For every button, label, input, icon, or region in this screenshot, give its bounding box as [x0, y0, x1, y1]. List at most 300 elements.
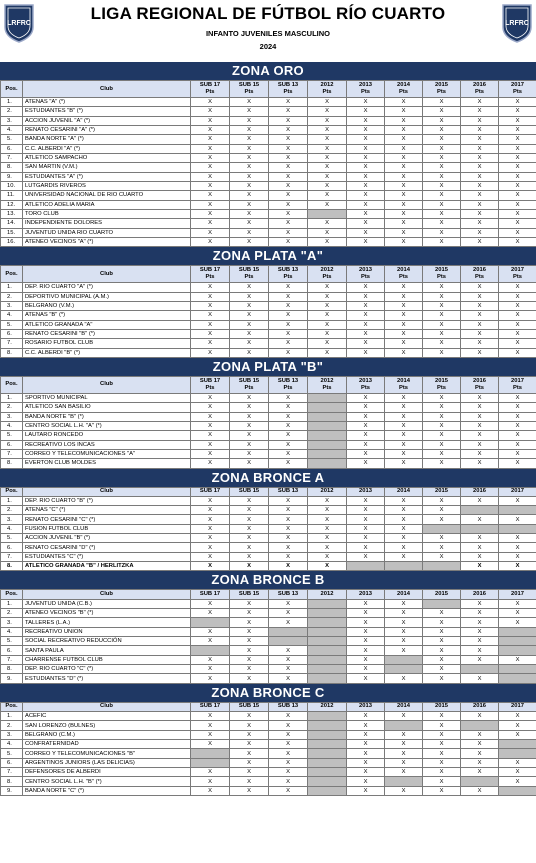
- position-cell: 4.: [1, 740, 23, 749]
- column-header-unit: Pts: [322, 274, 332, 281]
- column-header-unit: Pts: [398, 384, 409, 391]
- category-participation-cell: X: [230, 730, 269, 739]
- position-cell: 5.: [1, 135, 23, 144]
- category-participation-cell: X: [347, 329, 385, 338]
- category-participation-cell: X: [385, 506, 423, 515]
- category-participation-cell: X: [347, 135, 385, 144]
- category-participation-cell: X: [461, 786, 499, 795]
- category-participation-cell: X: [230, 329, 269, 338]
- unavailable-category-cell: [269, 637, 308, 646]
- category-participation-cell: X: [347, 740, 385, 749]
- category-participation-cell: X: [461, 348, 499, 357]
- column-header: [385, 81, 423, 98]
- club-name-cell: RENATO CESARINI "A" (*): [23, 125, 191, 134]
- category-participation-cell: X: [499, 163, 536, 172]
- category-participation-cell: X: [385, 730, 423, 739]
- column-header-label: 2013: [359, 377, 372, 384]
- table-row: [1, 637, 536, 646]
- table-row: [1, 506, 536, 515]
- table-row: [1, 219, 536, 228]
- position-cell: 5.: [1, 431, 23, 440]
- category-participation-cell: X: [191, 393, 230, 402]
- category-participation-cell: X: [191, 665, 230, 674]
- table-row: [1, 730, 536, 739]
- category-participation-cell: X: [499, 562, 536, 571]
- category-participation-cell: X: [385, 107, 423, 116]
- category-participation-cell: X: [461, 209, 499, 218]
- category-participation-cell: X: [269, 758, 308, 767]
- column-header: [269, 266, 308, 283]
- category-participation-cell: X: [347, 618, 385, 627]
- unavailable-category-cell: [191, 646, 230, 655]
- unavailable-category-cell: [308, 674, 347, 683]
- category-participation-cell: X: [347, 646, 385, 655]
- unavailable-category-cell: [308, 449, 347, 458]
- zones-container: [0, 62, 536, 796]
- category-participation-cell: X: [423, 431, 461, 440]
- category-participation-cell: X: [347, 116, 385, 125]
- column-header-label: Club: [100, 85, 113, 92]
- category-participation-cell: X: [423, 758, 461, 767]
- club-name-cell: BANDA NORTE "A" (*): [23, 135, 191, 144]
- table-row: [1, 348, 536, 357]
- category-participation-cell: X: [191, 786, 230, 795]
- category-participation-cell: X: [269, 609, 308, 618]
- category-participation-cell: X: [230, 777, 269, 786]
- category-participation-cell: X: [499, 496, 536, 505]
- category-participation-cell: X: [385, 421, 423, 430]
- category-participation-cell: X: [308, 144, 347, 153]
- category-participation-cell: X: [347, 421, 385, 430]
- position-cell: 3.: [1, 412, 23, 421]
- category-participation-cell: X: [230, 320, 269, 329]
- category-participation-cell: X: [191, 421, 230, 430]
- column-header-label: 2015: [435, 82, 448, 88]
- position-cell: 2.: [1, 107, 23, 116]
- position-cell: 12.: [1, 200, 23, 209]
- club-name-cell: RENATO CESARINI "B" (*): [23, 329, 191, 338]
- category-participation-cell: X: [385, 348, 423, 357]
- category-participation-cell: X: [499, 209, 536, 218]
- category-participation-cell: X: [191, 534, 230, 543]
- column-header-unit: Pts: [205, 274, 215, 281]
- column-header: [385, 376, 423, 393]
- category-participation-cell: X: [230, 209, 269, 218]
- category-participation-cell: X: [308, 153, 347, 162]
- unavailable-category-cell: [308, 740, 347, 749]
- table-row: [1, 292, 536, 301]
- category-participation-cell: X: [499, 534, 536, 543]
- category-participation-cell: X: [308, 219, 347, 228]
- table-row: [1, 524, 536, 533]
- category-participation-cell: X: [499, 107, 536, 116]
- category-participation-cell: X: [230, 292, 269, 301]
- club-name-cell: ATLETICO GRANADA "A": [23, 320, 191, 329]
- column-header-unit: Pts: [474, 274, 485, 281]
- category-participation-cell: X: [269, 740, 308, 749]
- category-participation-cell: X: [347, 768, 385, 777]
- category-participation-cell: X: [230, 515, 269, 524]
- category-participation-cell: X: [385, 459, 423, 468]
- category-participation-cell: X: [191, 301, 230, 310]
- column-header: 2013: [347, 487, 385, 496]
- table-row: [1, 209, 536, 218]
- category-participation-cell: X: [461, 543, 499, 552]
- category-participation-cell: X: [461, 515, 499, 524]
- category-participation-cell: X: [461, 609, 499, 618]
- category-participation-cell: X: [499, 440, 536, 449]
- category-participation-cell: X: [347, 627, 385, 636]
- club-name-cell: SAN MARTIN (V.M.): [23, 163, 191, 172]
- position-cell: 3.: [1, 730, 23, 739]
- column-header: 2015: [423, 702, 461, 711]
- column-header: 2012: [308, 702, 347, 711]
- club-name-cell: ATLETICO SAMPACHO: [23, 153, 191, 162]
- category-participation-cell: X: [191, 228, 230, 237]
- unavailable-category-cell: [308, 655, 347, 664]
- category-participation-cell: X: [347, 777, 385, 786]
- category-participation-cell: X: [423, 153, 461, 162]
- table-row: [1, 665, 536, 674]
- table-row: [1, 181, 536, 190]
- column-header-label: 2015: [435, 377, 448, 384]
- zone-title: ZONA ORO: [0, 62, 536, 80]
- column-header: [191, 376, 230, 393]
- category-participation-cell: X: [499, 191, 536, 200]
- category-participation-cell: X: [191, 609, 230, 618]
- column-header-unit: Pts: [474, 89, 485, 95]
- table-row: [1, 496, 536, 505]
- category-participation-cell: X: [230, 163, 269, 172]
- column-header-unit: Pts: [398, 274, 409, 281]
- table-row: [1, 153, 536, 162]
- category-participation-cell: X: [191, 496, 230, 505]
- unavailable-category-cell: [308, 459, 347, 468]
- category-participation-cell: X: [269, 496, 308, 505]
- category-participation-cell: X: [347, 431, 385, 440]
- category-participation-cell: X: [423, 496, 461, 505]
- category-participation-cell: X: [191, 627, 230, 636]
- unavailable-category-cell: [308, 786, 347, 795]
- category-participation-cell: X: [269, 393, 308, 402]
- column-header: 2012: [308, 487, 347, 496]
- position-cell: 9.: [1, 674, 23, 683]
- category-participation-cell: X: [385, 283, 423, 292]
- unavailable-category-cell: [308, 730, 347, 739]
- category-participation-cell: X: [385, 543, 423, 552]
- category-participation-cell: X: [269, 329, 308, 338]
- column-header: Pos.: [1, 702, 23, 711]
- column-header-unit: Pts: [244, 274, 254, 281]
- club-name-cell: DEFENSORES DE ALBERDI: [23, 768, 191, 777]
- category-participation-cell: X: [230, 348, 269, 357]
- category-participation-cell: X: [230, 301, 269, 310]
- unavailable-category-cell: [423, 599, 461, 608]
- column-header: [230, 81, 269, 98]
- column-header-label: SUB 13: [277, 82, 299, 88]
- club-name-cell: SAN LORENZO (BULNES): [23, 721, 191, 730]
- category-participation-cell: X: [230, 98, 269, 107]
- category-participation-cell: X: [423, 116, 461, 125]
- category-participation-cell: X: [308, 163, 347, 172]
- position-cell: 13.: [1, 209, 23, 218]
- column-header: [499, 266, 536, 283]
- category-participation-cell: X: [347, 172, 385, 181]
- standings-table: [0, 265, 536, 358]
- table-row: [1, 339, 536, 348]
- category-participation-cell: X: [269, 153, 308, 162]
- club-name-cell: ATLETICO GRANADA "B" / HERLITZKA: [23, 562, 191, 571]
- category-participation-cell: X: [423, 534, 461, 543]
- club-name-cell: DEP. RIO CUARTO "B" (*): [23, 496, 191, 505]
- unavailable-category-cell: [308, 440, 347, 449]
- category-participation-cell: X: [461, 440, 499, 449]
- category-participation-cell: X: [385, 153, 423, 162]
- table-row: [1, 618, 536, 627]
- category-participation-cell: X: [230, 534, 269, 543]
- category-participation-cell: X: [499, 228, 536, 237]
- category-participation-cell: X: [385, 301, 423, 310]
- position-cell: 6.: [1, 440, 23, 449]
- category-participation-cell: X: [191, 329, 230, 338]
- unavailable-category-cell: [499, 665, 536, 674]
- category-participation-cell: X: [347, 552, 385, 561]
- category-participation-cell: X: [347, 712, 385, 721]
- category-participation-cell: X: [308, 125, 347, 134]
- category-participation-cell: X: [461, 534, 499, 543]
- column-header-unit: Pts: [512, 384, 523, 391]
- column-header: [308, 376, 347, 393]
- column-header: [347, 376, 385, 393]
- position-cell: 7.: [1, 449, 23, 458]
- category-participation-cell: X: [461, 107, 499, 116]
- column-header: [347, 81, 385, 98]
- column-header-label: 2017: [511, 377, 524, 384]
- category-participation-cell: X: [461, 449, 499, 458]
- club-name-cell: SANTA PAULA: [23, 646, 191, 655]
- club-name-cell: DEP. RIO CUARTO "A" (*): [23, 283, 191, 292]
- category-participation-cell: X: [191, 403, 230, 412]
- category-participation-cell: X: [269, 786, 308, 795]
- category-participation-cell: X: [230, 674, 269, 683]
- table-header-row: [1, 590, 536, 599]
- club-name-cell: ATLETICO SAN BASILIO: [23, 403, 191, 412]
- category-participation-cell: X: [423, 283, 461, 292]
- position-cell: 1.: [1, 599, 23, 608]
- category-participation-cell: X: [269, 712, 308, 721]
- category-participation-cell: X: [191, 181, 230, 190]
- category-participation-cell: X: [269, 524, 308, 533]
- category-participation-cell: X: [423, 329, 461, 338]
- category-participation-cell: X: [423, 200, 461, 209]
- category-participation-cell: X: [269, 200, 308, 209]
- category-participation-cell: X: [308, 562, 347, 571]
- category-participation-cell: X: [269, 655, 308, 664]
- column-header-unit: Pts: [436, 89, 447, 95]
- column-header-unit: Pts: [205, 89, 215, 95]
- category-participation-cell: X: [230, 543, 269, 552]
- category-participation-cell: X: [499, 348, 536, 357]
- category-participation-cell: X: [423, 144, 461, 153]
- category-participation-cell: X: [269, 144, 308, 153]
- category-participation-cell: X: [423, 637, 461, 646]
- table-row: [1, 403, 536, 412]
- category-participation-cell: X: [269, 403, 308, 412]
- unavailable-category-cell: [308, 209, 347, 218]
- column-header: SUB 15: [230, 590, 269, 599]
- category-participation-cell: X: [461, 749, 499, 758]
- category-participation-cell: X: [191, 431, 230, 440]
- position-cell: 6.: [1, 329, 23, 338]
- column-header-unit: Pts: [398, 89, 409, 95]
- zone-title: ZONA BRONCE A: [0, 469, 536, 487]
- position-cell: 3.: [1, 618, 23, 627]
- category-participation-cell: X: [347, 292, 385, 301]
- column-header: [1, 266, 23, 283]
- club-name-cell: CENTRO SOCIAL L.H. "B" (*): [23, 777, 191, 786]
- category-participation-cell: X: [461, 125, 499, 134]
- category-participation-cell: X: [423, 237, 461, 246]
- category-participation-cell: X: [461, 431, 499, 440]
- category-participation-cell: X: [191, 200, 230, 209]
- category-participation-cell: X: [499, 237, 536, 246]
- category-participation-cell: X: [499, 618, 536, 627]
- category-participation-cell: X: [385, 403, 423, 412]
- table-row: [1, 449, 536, 458]
- category-participation-cell: X: [423, 292, 461, 301]
- table-row: [1, 107, 536, 116]
- category-participation-cell: X: [423, 655, 461, 664]
- position-cell: 2.: [1, 292, 23, 301]
- position-cell: 4.: [1, 311, 23, 320]
- position-cell: 11.: [1, 191, 23, 200]
- category-participation-cell: X: [347, 459, 385, 468]
- column-header: Pos.: [1, 487, 23, 496]
- category-participation-cell: X: [269, 135, 308, 144]
- unavailable-category-cell: [191, 749, 230, 758]
- category-participation-cell: X: [499, 712, 536, 721]
- category-participation-cell: X: [499, 758, 536, 767]
- table-row: [1, 421, 536, 430]
- position-cell: 1.: [1, 712, 23, 721]
- category-participation-cell: X: [423, 393, 461, 402]
- category-participation-cell: X: [230, 637, 269, 646]
- table-row: [1, 144, 536, 153]
- column-header: [230, 266, 269, 283]
- column-header-unit: Pts: [512, 274, 523, 281]
- category-participation-cell: X: [269, 172, 308, 181]
- category-participation-cell: X: [385, 292, 423, 301]
- category-participation-cell: X: [499, 311, 536, 320]
- position-cell: 5.: [1, 534, 23, 543]
- category-participation-cell: X: [347, 655, 385, 664]
- category-participation-cell: X: [385, 552, 423, 561]
- club-name-cell: ATENEO VECINOS "A" (*): [23, 237, 191, 246]
- category-participation-cell: X: [230, 412, 269, 421]
- club-name-cell: CHARRENSE FUTBOL CLUB: [23, 655, 191, 664]
- zone-title: ZONA BRONCE C: [0, 684, 536, 702]
- category-participation-cell: X: [230, 431, 269, 440]
- category-participation-cell: X: [230, 449, 269, 458]
- category-participation-cell: X: [499, 515, 536, 524]
- column-header-unit: Pts: [436, 384, 447, 391]
- category-participation-cell: X: [308, 181, 347, 190]
- category-participation-cell: X: [308, 339, 347, 348]
- position-cell: 4.: [1, 421, 23, 430]
- category-participation-cell: X: [461, 181, 499, 190]
- position-cell: 7.: [1, 768, 23, 777]
- club-name-cell: ESTUDIANTES "A" (*): [23, 172, 191, 181]
- category-participation-cell: X: [461, 219, 499, 228]
- club-name-cell: RENATO CESARINI "C" (*): [23, 515, 191, 524]
- column-header: [385, 266, 423, 283]
- table-row: [1, 768, 536, 777]
- category-participation-cell: X: [385, 172, 423, 181]
- unavailable-category-cell: [385, 562, 423, 571]
- club-name-cell: DEPORTIVO MUNICIPAL (A.M.): [23, 292, 191, 301]
- unavailable-category-cell: [499, 506, 536, 515]
- category-participation-cell: X: [385, 515, 423, 524]
- table-row: [1, 301, 536, 310]
- category-participation-cell: X: [347, 163, 385, 172]
- position-cell: 5.: [1, 637, 23, 646]
- column-header-label: 2017: [511, 267, 524, 274]
- category-participation-cell: X: [461, 292, 499, 301]
- category-participation-cell: X: [191, 721, 230, 730]
- category-participation-cell: X: [499, 329, 536, 338]
- category-participation-cell: X: [461, 200, 499, 209]
- category-participation-cell: X: [347, 219, 385, 228]
- unavailable-category-cell: [308, 749, 347, 758]
- category-participation-cell: X: [461, 403, 499, 412]
- category-participation-cell: X: [461, 552, 499, 561]
- category-participation-cell: X: [423, 191, 461, 200]
- club-name-cell: JUVENTUD UNIDA RIO CUARTO: [23, 228, 191, 237]
- category-participation-cell: X: [269, 163, 308, 172]
- column-header: 2017: [499, 702, 536, 711]
- category-participation-cell: X: [385, 674, 423, 683]
- column-header-label: 2016: [473, 377, 486, 384]
- club-name-cell: BELGRANO (V.M.): [23, 301, 191, 310]
- category-participation-cell: X: [308, 237, 347, 246]
- column-header: [269, 81, 308, 98]
- position-cell: 5.: [1, 749, 23, 758]
- standings-table: [0, 487, 536, 572]
- column-header-label: 2012: [320, 82, 334, 88]
- column-header-label: 2015: [435, 267, 448, 274]
- unavailable-category-cell: [347, 562, 385, 571]
- position-cell: 9.: [1, 786, 23, 795]
- category-participation-cell: X: [191, 449, 230, 458]
- column-header-label: SUB 17: [199, 377, 221, 384]
- column-header-label: SUB 15: [238, 82, 260, 88]
- category-participation-cell: X: [423, 320, 461, 329]
- category-participation-cell: X: [269, 431, 308, 440]
- category-participation-cell: X: [230, 200, 269, 209]
- category-participation-cell: X: [385, 209, 423, 218]
- table-header-row: [1, 487, 536, 496]
- table-row: [1, 712, 536, 721]
- column-header: Club: [23, 702, 191, 711]
- category-participation-cell: X: [385, 749, 423, 758]
- category-participation-cell: X: [423, 135, 461, 144]
- position-cell: 2.: [1, 609, 23, 618]
- category-participation-cell: X: [499, 412, 536, 421]
- category-participation-cell: X: [461, 191, 499, 200]
- category-participation-cell: X: [423, 740, 461, 749]
- category-participation-cell: X: [385, 646, 423, 655]
- unavailable-category-cell: [385, 721, 423, 730]
